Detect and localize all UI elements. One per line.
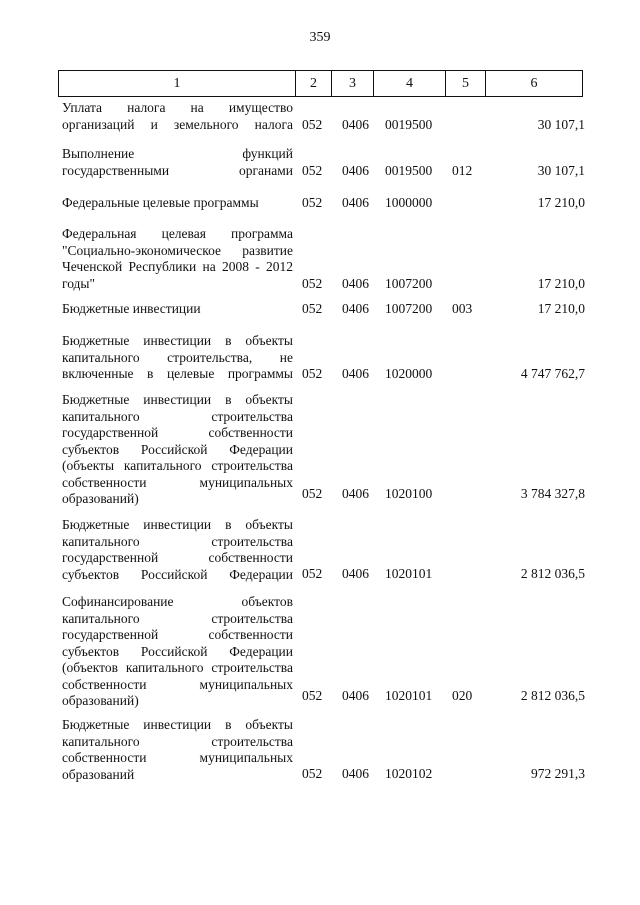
table-header xyxy=(58,70,583,97)
row-description: Федеральная целевая программа "Социально-экономическое развитие Чеченской Республики на 2008 - 2012 годы" xyxy=(62,226,293,291)
row-col-3: 0406 xyxy=(342,301,369,316)
row-col-3: 0406 xyxy=(342,366,369,381)
row-col-3: 0406 xyxy=(342,566,369,581)
row-col-4: 1020101 xyxy=(385,688,433,703)
row-col-2: 052 xyxy=(302,366,323,381)
row-col-4: 0019500 xyxy=(385,163,433,178)
row-col-5: 020 xyxy=(452,688,473,703)
row-description: Выполнение функций государственными органами xyxy=(62,146,293,178)
row-description: Бюджетные инвестиции в объекты капитального строительства, не включенные в целевые программы xyxy=(62,333,293,381)
row-col-5: 003 xyxy=(452,301,473,316)
row-description: Софинансирование объектов капитального строительства государственной собственности субъектов Российской Федерации (объектов капитального строительства собственности муниципальных образований) xyxy=(62,594,293,708)
row-col-3: 0406 xyxy=(342,766,369,781)
row-col-6: 17 210,0 xyxy=(537,301,585,316)
row-col-2: 052 xyxy=(302,301,323,316)
header-col-4: 4 xyxy=(374,71,446,96)
row-col-4: 1000000 xyxy=(385,195,433,210)
row-col-3: 0406 xyxy=(342,276,369,291)
page-number: 359 xyxy=(309,30,331,45)
row-col-3: 0406 xyxy=(342,195,369,210)
header-col-5: 5 xyxy=(446,71,486,96)
row-col-2: 052 xyxy=(302,766,323,781)
row-col-2: 052 xyxy=(302,486,323,501)
row-col-6: 972 291,3 xyxy=(531,766,585,781)
row-col-4: 0019500 xyxy=(385,117,433,132)
row-col-6: 17 210,0 xyxy=(537,195,585,210)
row-col-3: 0406 xyxy=(342,117,369,132)
row-col-6: 30 107,1 xyxy=(537,117,585,132)
row-col-4: 1020000 xyxy=(385,366,433,381)
row-col-4: 1007200 xyxy=(385,276,433,291)
row-col-4: 1020100 xyxy=(385,486,433,501)
row-col-6: 30 107,1 xyxy=(537,163,585,178)
row-col-4: 1020101 xyxy=(385,566,433,581)
row-col-6: 2 812 036,5 xyxy=(520,688,585,703)
row-col-5: 012 xyxy=(452,163,473,178)
row-col-4: 1007200 xyxy=(385,301,433,316)
row-col-6: 17 210,0 xyxy=(537,276,585,291)
row-description: Федеральные целевые программы xyxy=(62,195,259,210)
row-description: Бюджетные инвестиции в объекты капитального строительства собственности муниципальных образований xyxy=(62,717,293,782)
row-col-2: 052 xyxy=(302,688,323,703)
row-col-3: 0406 xyxy=(342,688,369,703)
header-col-2: 2 xyxy=(296,71,332,96)
row-col-2: 052 xyxy=(302,117,323,132)
row-col-2: 052 xyxy=(302,195,323,210)
row-col-4: 1020102 xyxy=(385,766,433,781)
row-col-6: 4 747 762,7 xyxy=(520,366,585,381)
header-col-1: 1 xyxy=(59,71,296,96)
row-description: Бюджетные инвестиции в объекты капитального строительства государственной собственности субъектов Российской Федерации (объекты капитального строительства собственности муниципальных образований) xyxy=(62,392,293,506)
row-col-6: 2 812 036,5 xyxy=(520,566,585,581)
row-col-3: 0406 xyxy=(342,163,369,178)
row-col-6: 3 784 327,8 xyxy=(520,486,585,501)
row-col-3: 0406 xyxy=(342,486,369,501)
header-col-6: 6 xyxy=(530,76,538,91)
row-col-2: 052 xyxy=(302,276,323,291)
header-col-3: 3 xyxy=(332,71,374,96)
row-description: Уплата налога на имущество организаций и земельного налога xyxy=(62,100,293,132)
row-col-2: 052 xyxy=(302,163,323,178)
row-col-2: 052 xyxy=(302,566,323,581)
row-description: Бюджетные инвестиции в объекты капитального строительства государственной собственности субъектов Российской Федерации xyxy=(62,517,293,582)
row-description: Бюджетные инвестиции xyxy=(62,301,201,316)
